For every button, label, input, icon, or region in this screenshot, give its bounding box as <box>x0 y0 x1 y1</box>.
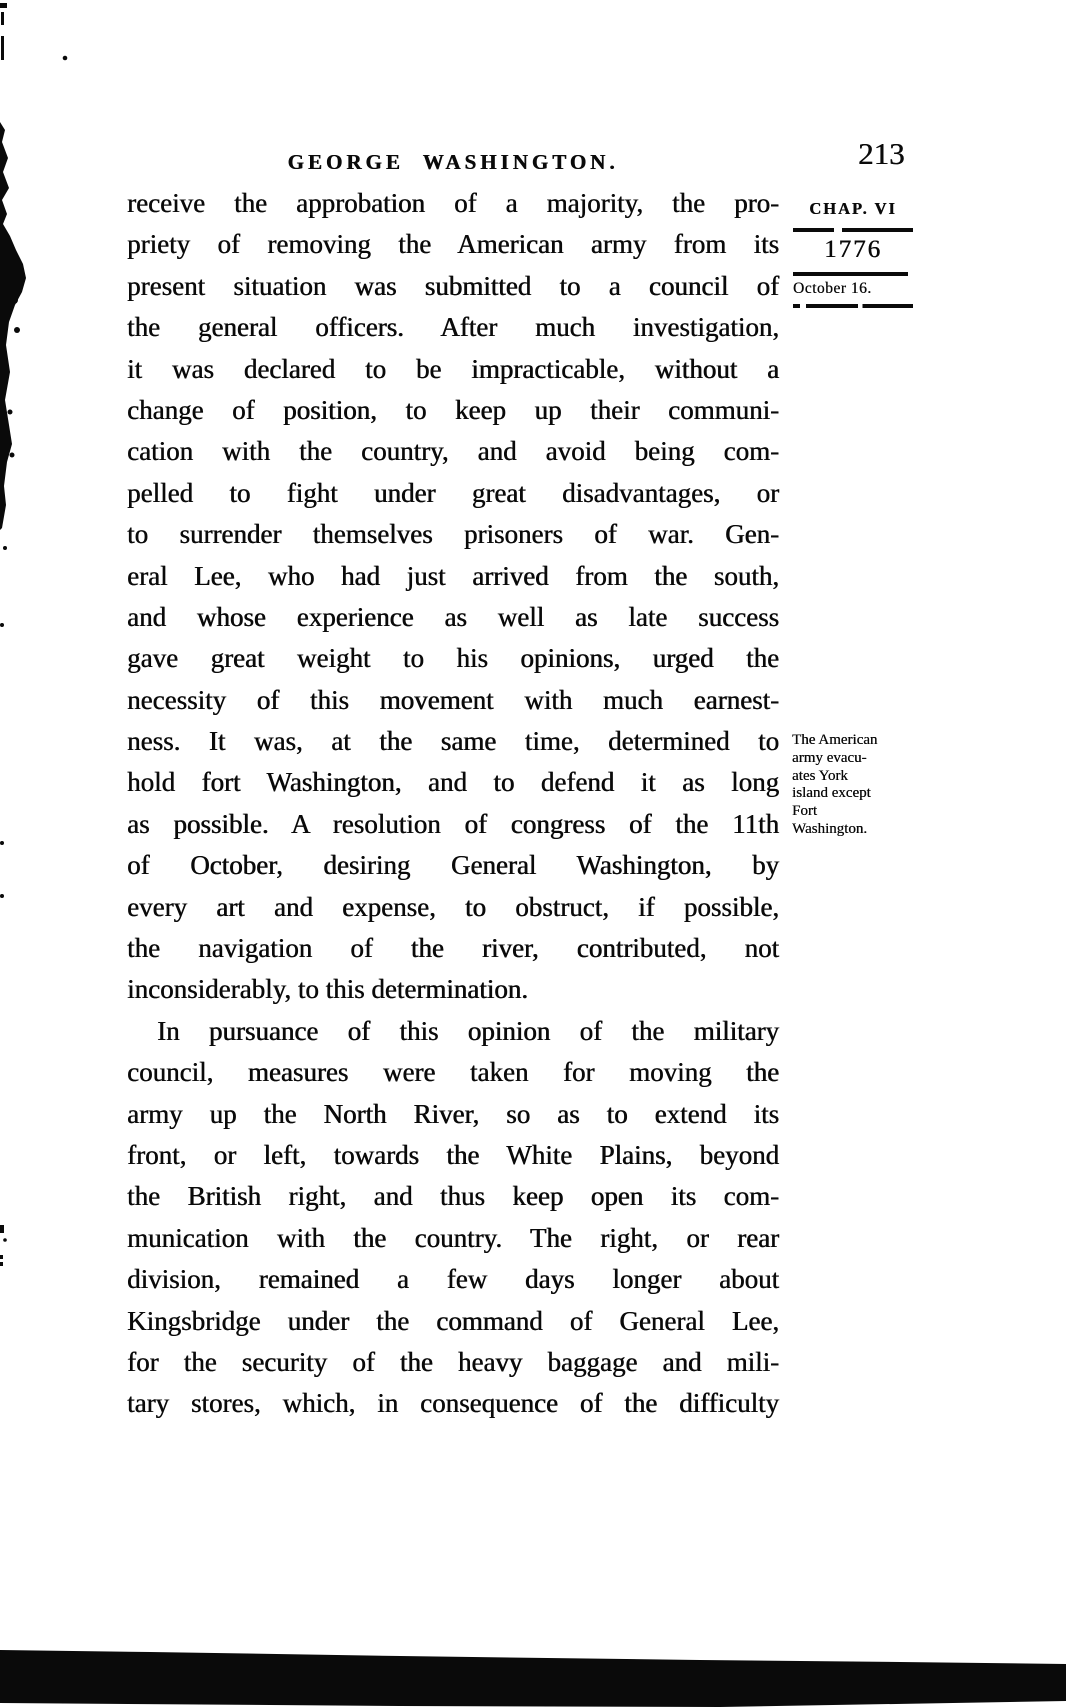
margin-rule <box>793 304 913 308</box>
text-line: pelled to fight under great disadvantages, or <box>127 477 779 508</box>
text-line: receive the approbation of a majority, the pro- <box>127 188 779 218</box>
sidenote-line: ates York <box>792 767 848 784</box>
text-line: cation with the country, and avoid being com- <box>127 436 779 467</box>
text-line: every art and expense, to obstruct, if possible, <box>127 891 779 922</box>
text-line: the navigation of the river, contributed, not <box>127 933 779 964</box>
text-line: council, measures were taken for moving the <box>127 1057 779 1088</box>
text-line: it was declared to be impracticable, without a <box>127 353 779 384</box>
date-label: October 16. <box>793 280 872 297</box>
margin-rule <box>793 228 913 232</box>
text-line: the general officers. After much investigation, <box>127 312 779 343</box>
text-line: munication with the country. The right, or rear <box>127 1222 779 1253</box>
running-title: GEORGE WASHINGTON. <box>287 150 619 174</box>
chapter-heading: CHAP. VI <box>809 199 897 218</box>
text-line: and whose experience as well as late success <box>127 601 779 632</box>
text-line: priety of removing the American army from its <box>127 229 779 260</box>
text-line: of October, desiring General Washington, by <box>127 850 779 881</box>
text-line: to surrender themselves prisoners of war. Gen- <box>127 519 779 550</box>
text-line: necessity of this movement with much earnest- <box>127 684 779 715</box>
text-line: In pursuance of this opinion of the military <box>157 1015 779 1046</box>
text-line: inconsiderably, to this determination. <box>127 974 528 1005</box>
text-line: change of position, to keep up their communi- <box>127 394 779 425</box>
sidenote-line: island except <box>792 785 871 802</box>
text-line: eral Lee, who had just arrived from the south, <box>127 560 779 591</box>
page-number: 213 <box>858 136 905 171</box>
year-label: 1776 <box>824 236 882 263</box>
sidenote-line: The American <box>792 732 878 748</box>
text-line: as possible. A resolution of congress of the 11th <box>127 808 779 839</box>
text-line: gave great weight to his opinions, urged the <box>127 643 779 674</box>
text-line: present situation was submitted to a council of <box>127 270 779 301</box>
scan-artifact-bottom-band <box>0 1650 1066 1707</box>
text-line: the British right, and thus keep open its com- <box>127 1181 779 1212</box>
text-line: front, or left, towards the White Plains, beyond <box>127 1139 779 1170</box>
scan-artifact-left-edge <box>0 3 67 1266</box>
sidenote-line: Washington. <box>792 820 868 837</box>
text-line: tary stores, which, in consequence of the difficulty <box>127 1388 779 1419</box>
text-line: hold fort Washington, and to defend it as long <box>127 767 779 798</box>
sidenote <box>792 732 922 839</box>
text-line: Kingsbridge under the command of General Lee, <box>127 1305 779 1336</box>
margin-rule <box>793 272 913 276</box>
text-line: division, remained a few days longer about <box>127 1264 779 1295</box>
text-line: for the security of the heavy baggage and mili- <box>127 1346 779 1377</box>
body-text <box>127 183 779 1425</box>
sidenote-line: army evacu- <box>792 749 867 766</box>
sidenote-line: Fort <box>792 803 818 820</box>
text-line: army up the North River, so as to extend its <box>127 1098 779 1129</box>
text-line: ness. It was, at the same time, determined to <box>127 726 779 757</box>
